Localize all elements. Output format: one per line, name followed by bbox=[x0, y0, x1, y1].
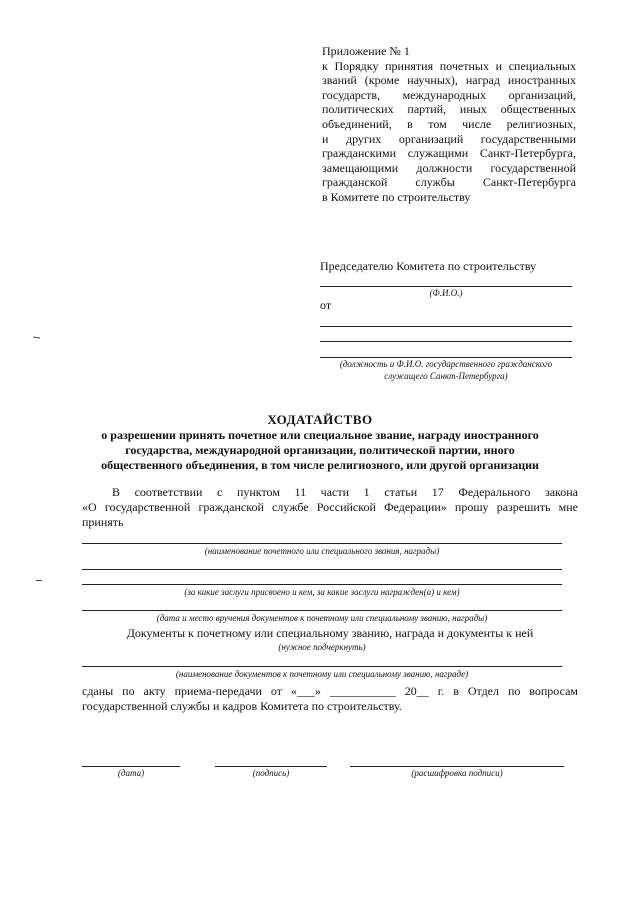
merit-line-1 bbox=[82, 569, 562, 570]
date-place-caption: (дата и место вручения документов к почетному или специальному званию, награды) bbox=[156, 613, 488, 623]
annex-title: Приложение № 1 bbox=[322, 44, 410, 58]
annex-line: государств, международных организаций, bbox=[322, 87, 576, 102]
paragraph-1-line-3: принять bbox=[82, 515, 124, 529]
annex-line: политических партий, иных общественных bbox=[322, 102, 576, 117]
addressee-to: Председателю Комитета по строительству bbox=[320, 259, 537, 273]
documents-name-caption: (наименование документов к почетному или специальному званию, награде) bbox=[175, 669, 469, 679]
paragraph-2-line-1: сданы по акту приема-передачи от «___» ___________ 20__ г. в Отдел по вопросам bbox=[82, 684, 578, 698]
position-caption-2: служащего Санкт-Петербурга) bbox=[384, 371, 508, 381]
merit-caption: (за какие заслуги присвоено и кем, за какие заслуги награжден(а) и кем) bbox=[184, 587, 460, 597]
award-name-line bbox=[82, 543, 562, 544]
from-line-2 bbox=[320, 341, 572, 342]
from-line-3 bbox=[320, 357, 572, 358]
documents-name-line bbox=[82, 666, 562, 667]
annex-line: и других организаций государственными bbox=[322, 131, 576, 146]
annex-line: замещающими должности государственной bbox=[322, 160, 576, 175]
annex-last-line: в Комитете по строительству bbox=[322, 189, 471, 204]
paragraph-1-line-2: «О государственной гражданской службе Российской Федерации» прошу разрешить мне bbox=[82, 500, 578, 514]
annex-note bbox=[322, 44, 576, 205]
date-caption: (дата) bbox=[117, 768, 145, 778]
annex-line: объединений, в том числе религиозных, bbox=[322, 116, 576, 131]
annex-line: гражданскими служащими Санкт-Петербурга, bbox=[322, 146, 576, 161]
paragraph-2-line-2: государственной службы и кадров Комитета по строительству. bbox=[82, 699, 402, 713]
decode-line bbox=[350, 766, 564, 767]
annex-line: к Порядку принятия почетных и специальных bbox=[322, 58, 576, 73]
signature-line bbox=[215, 766, 327, 767]
position-caption-1: (должность и Ф.И.О. государственного гражданского bbox=[339, 359, 553, 369]
documents-line: Документы к почетному или специальному званию, награда и документы к ней bbox=[126, 626, 534, 640]
addressee-from: от bbox=[320, 298, 332, 312]
merit-line-2 bbox=[82, 584, 562, 585]
signature-caption: (подпись) bbox=[252, 768, 290, 778]
document-subtitle: о разрешении принять почетное или специальное звание, награду иностранного государства, международной организации, политической партии, иного общественного объединения, в том числе религиозного, или другой организации bbox=[101, 428, 539, 472]
document-title: ХОДАТАЙСТВО bbox=[267, 412, 373, 427]
date-line bbox=[82, 766, 180, 767]
decode-caption: (расшифровка подписи) bbox=[411, 768, 503, 778]
annex-line: званий (кроме научных), наград иностранных bbox=[322, 73, 576, 88]
fio-caption: (Ф.И.О.) bbox=[429, 288, 463, 298]
date-place-line bbox=[82, 610, 562, 611]
fio-line bbox=[320, 286, 572, 287]
margin-mark bbox=[36, 580, 42, 581]
margin-mark bbox=[33, 337, 40, 339]
award-name-caption: (наименование почетного или специального звания, награды) bbox=[204, 546, 440, 556]
annex-line: гражданской службы Санкт-Петербурга bbox=[322, 175, 576, 190]
underline-caption: (нужное подчеркнуть) bbox=[278, 642, 366, 652]
paragraph-1-line-1: В соответствии с пунктом 11 части 1 статьи 17 Федерального закона bbox=[112, 485, 578, 499]
from-line-1 bbox=[320, 326, 572, 327]
